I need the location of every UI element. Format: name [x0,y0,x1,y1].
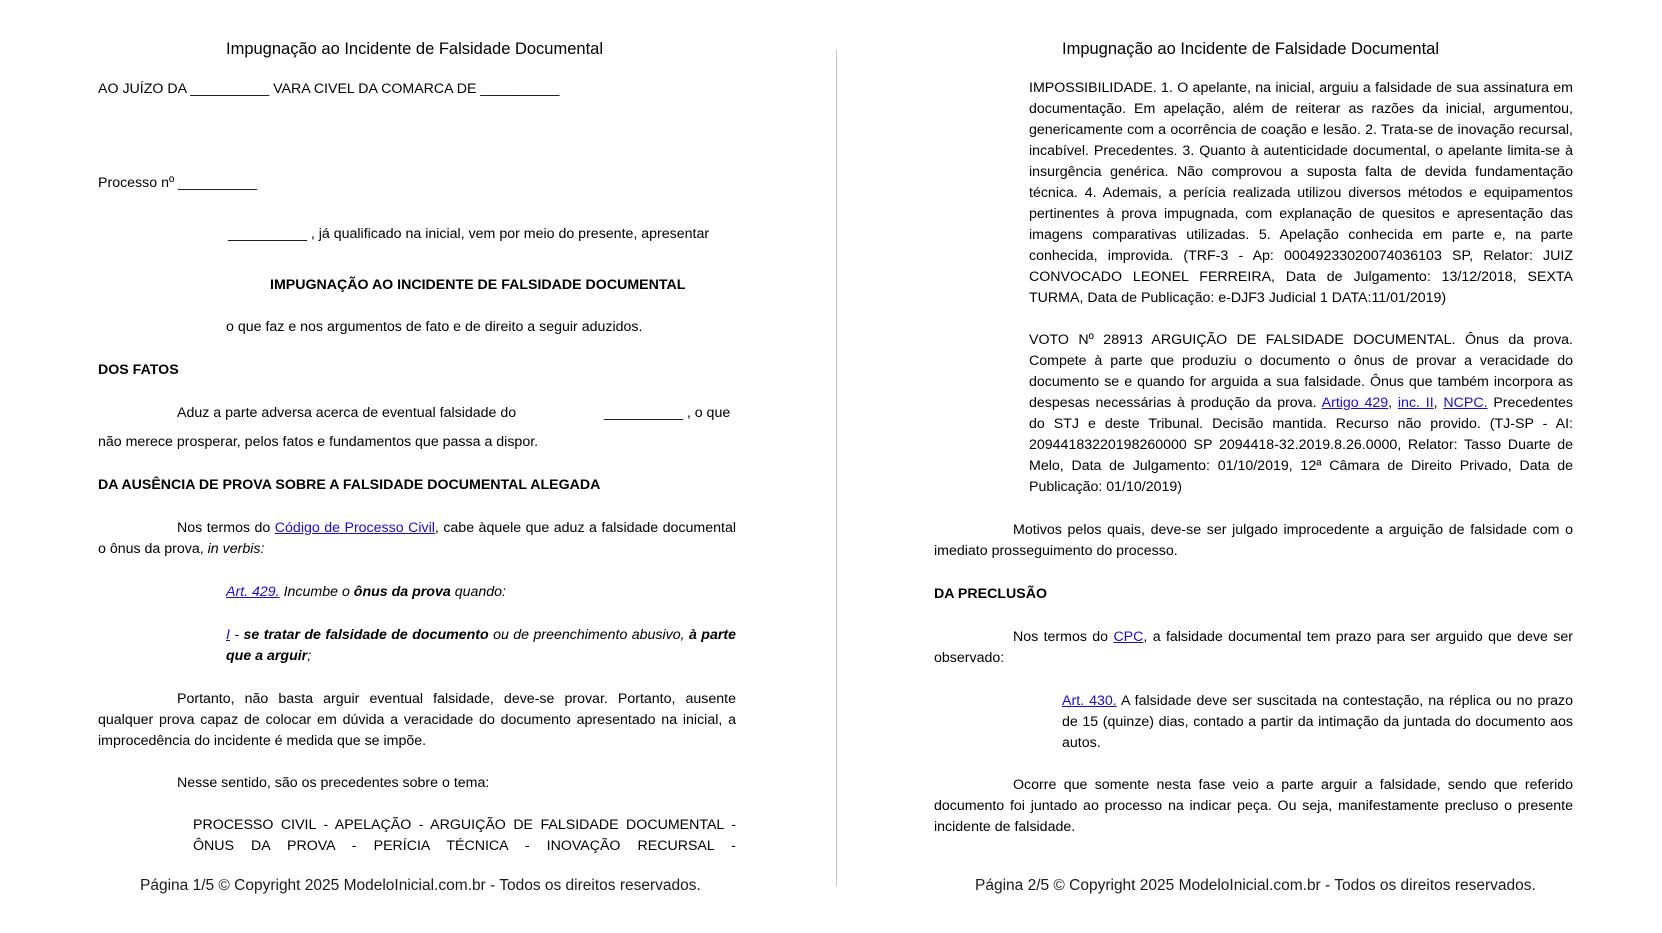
ementa-trf3-start: PROCESSO CIVIL - APELAÇÃO - ARGUIÇÃO DE FALSIDADE DOCUMENTAL - ÔNUS DA PROVA - PERÍCIA TÉCNICA - INOVAÇÃO RECURSAL - [193,817,736,854]
link-cpc[interactable]: CPC [1113,629,1144,645]
paragraph-motivos: Motivos pelos quais, deve-se ser julgado improcedente a arguição de falsidade com o imediato prosseguimento do processo. [934,522,1573,559]
fatos-text: Aduz a parte adversa acerca de eventual falsidade do [177,405,517,421]
link-codigo-processo-civil[interactable]: Código de Processo Civil [274,520,435,536]
fatos-blank: __________ , o que [604,405,731,421]
section-heading-ausencia-prova: DA AUSÊNCIA DE PROVA SOBRE A FALSIDADE DOCUMENTAL ALEGADA [98,477,601,493]
link-inc-ii[interactable]: inc. II [1397,395,1434,411]
paragraph-nos-termos: Nos termos do Código de Processo Civil, cabe àquele que aduz a falsidade documental o ônus da prova, in verbis: [98,520,736,557]
link-art-430[interactable]: Art. 430. [1062,693,1117,709]
paragraph-nos-termos-cpc: Nos termos do CPC, a falsidade documental tem prazo para ser arguido que deve ser observado: [934,629,1573,666]
process-number: Processo nº __________ [98,175,257,191]
document-page-2 [837,0,1662,933]
paragraph-portanto: Portanto, não basta arguir eventual falsidade, deve-se provar. Portanto, ausente qualquer prova capaz de colocar em dúvida a veracidade do documento apresentado na inicial, a improcedência do incidente é medida que se impõe. [98,691,736,749]
link-ncpc[interactable]: NCPC. [1443,395,1488,411]
ementa-trf3-continuation: IMPOSSIBILIDADE. 1. O apelante, na inicial, arguiu a falsidade de sua assinatura em documentação. Em apelação, além de reiterar as razões da inicial, argumentou, genericamente com a ocorrência de coação e lesão. 2. Trata-se de inovação recursal, incabível. Precedentes. 3. Quanto à autenticidade documental, o apelante limita-se à insurgência genérica. Não comprovou a suposta falta de devida fundamentação técnica. 4. Ademais, a perícia realizada utilizou diversos métodos e equipamentos pertinentes à prova impugnada, com explanação de quesitos e apresentação das imagens comparativas utilizadas. 5. Apelação conhecida em parte e, na parte conhecida, improvida. (TRF-3 - Ap: 00049233020074036103 SP, Relator: JUIZ CONVOCADO LEONEL FERREIRA, Data de Julgamento: 13/12/2018, SEXTA TURMA, Data de Publicação: e-DJF3 Judicial 1 DATA:11/01/2019) [1029,80,1573,306]
page-footer: Página 1/5 © Copyright 2025 ModeloInicial.com.br - Todos os direitos reservados. [140,877,701,894]
section-heading-preclusao: DA PRECLUSÃO [934,586,1047,602]
intro-continuation: o que faz e nos argumentos de fato e de direito a seguir aduzidos. [226,319,643,335]
page-header: Impugnação ao Incidente de Falsidade Documental [226,40,603,58]
link-art-429[interactable]: Art. 429. [226,584,280,600]
court-address: AO JUÍZO DA __________ VARA CIVEL DA COMARCA DE __________ [98,81,560,97]
paragraph-ocorre: Ocorre que somente nesta fase veio a parte arguir a falsidade, sendo que referido documento foi juntado ao processo na indicar peça. Ou seja, manifestamente precluso o presente incidente de falsidade. [934,777,1573,835]
intro-line: __________ , já qualificado na inicial, vem por meio do presente, apresentar [228,226,710,242]
link-inciso-i[interactable]: I [226,627,230,643]
document-title: IMPUGNAÇÃO AO INCIDENTE DE FALSIDADE DOCUMENTAL [270,277,686,293]
quote-art-429: Art. 429. Incumbe o ônus da prova quando: [226,584,506,600]
fatos-text-2: não merece prosperar, pelos fatos e fundamentos que passa a dispor. [98,434,539,450]
ementa-tjsp-voto: VOTO Nº 28913 ARGUIÇÃO DE FALSIDADE DOCUMENTAL. Ônus da prova. Compete à parte que produziu o documento o ônus de provar a veracidade do documento se e quando for arguida a sua falsidade. Ônus que também incorpora as despesas necessárias à produção da prova. Artigo 429, inc. II, NCPC. Precedentes do STJ e deste Tribunal. Decisão mantida. Recurso não provido. (TJ-SP - AI: 20944183220198260000 SP 2094418-32.2019.8.26.0000, Relator: Tasso Duarte de Melo, Data de Julgamento: 01/10/2019, 12ª Câmara de Direito Privado, Data de Publicação: 01/10/2019) [1029,332,1573,495]
link-artigo-429[interactable]: Artigo 429 [1321,395,1389,411]
quote-art-430: Art. 430. A falsidade deve ser suscitada na contestação, na réplica ou no prazo de 15 (quinze) dias, contado a partir da intimação da juntada do documento aos autos. [1062,693,1573,751]
page-header: Impugnação ao Incidente de Falsidade Documental [1062,40,1439,58]
quote-inciso-i: I - se tratar de falsidade de documento ou de preenchimento abusivo, à parte que a arguir; [226,627,736,664]
page-footer: Página 2/5 © Copyright 2025 ModeloInicial.com.br - Todos os direitos reservados. [975,877,1536,894]
section-heading-dos-fatos: DOS FATOS [98,362,179,378]
paragraph-nesse-sentido: Nesse sentido, são os precedentes sobre o tema: [177,775,490,791]
